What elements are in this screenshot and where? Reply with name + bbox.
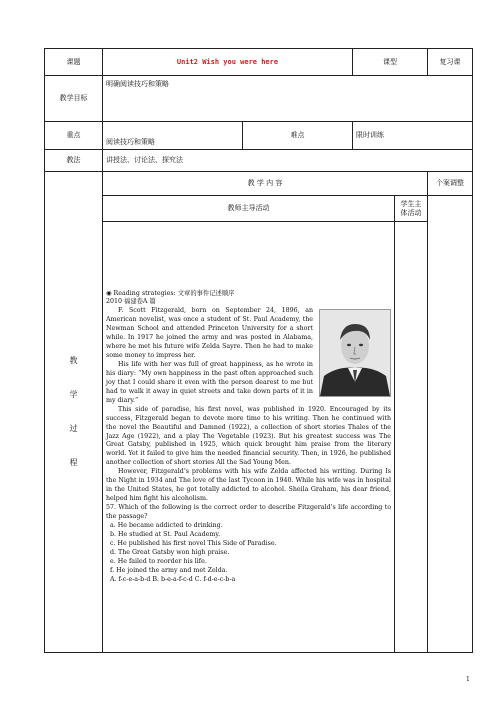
difficulty-value: 限时训练 xyxy=(353,122,473,150)
individual-adjust-cell xyxy=(428,196,473,653)
course-title: Unit2 Wish you were here xyxy=(103,49,353,76)
lesson-plan-table xyxy=(44,48,473,653)
reading-content xyxy=(103,222,395,653)
side-char: 程 xyxy=(69,458,78,467)
side-char: 学 xyxy=(69,390,78,399)
content-header: 教 学 内 容 xyxy=(103,172,428,196)
goal-label: 教学目标 xyxy=(45,76,103,122)
option-f: f. He joined the army and met Zelda. xyxy=(110,566,228,574)
difficulty-label: 难点 xyxy=(243,122,353,150)
key-value: 阅读技巧和策略 xyxy=(103,122,243,150)
process-side-label xyxy=(45,172,103,653)
individual-adjust-header: 个案调整 xyxy=(428,172,473,196)
method-label: 教法 xyxy=(45,150,103,172)
type-label: 课型 xyxy=(353,49,428,76)
option-d: d. The Great Gatsby won high praise. xyxy=(110,548,230,556)
course-label: 课题 xyxy=(45,49,103,76)
option-e: e. He failed to reorder his life. xyxy=(110,557,207,565)
answer-choices: A. f-c-e-a-b-d B. b-e-a-f-c-d C. f-d-e-c-b-a xyxy=(110,575,236,583)
side-char: 过 xyxy=(69,424,78,433)
method-value: 讲授法、讨论法、探究法 xyxy=(103,150,473,172)
type-value: 复习课 xyxy=(428,49,473,76)
key-label: 重点 xyxy=(45,122,103,150)
student-activity-cell xyxy=(395,222,428,653)
option-b: b. He studied at St. Paul Academy. xyxy=(110,530,221,538)
fitzgerald-portrait xyxy=(319,309,391,397)
paragraph-2: His life with her was full of great happiness, as he wrote in his diary: “My own happiness in the past often approached such joy that I could share it even with the person dearest to me but had to walk it away in quiet streets and take down parts of it in my diary.” xyxy=(106,361,313,404)
portrait-image xyxy=(320,310,390,396)
option-c: c. He published his first novel This Side of Paradise. xyxy=(110,539,277,547)
side-char: 教 xyxy=(69,356,78,365)
question-57: 57. Which of the following is the correct order to describe Fitzgerald’s life according to the passage? xyxy=(106,504,391,520)
paragraph-1: F. Scott Fitzgerald, born on September 24, 1896, an American novelist, was once a student of St. Paul Academy, the Newman School and attended Princeton University for a short while. In 1917 he joined the army and was posted in Alabama, where he met his future wife Zelda Sayre. Then he had to make some money to impress her. xyxy=(106,307,313,360)
page-number: 1 xyxy=(466,676,470,683)
option-a: a. He became addicted to drinking. xyxy=(110,521,223,529)
paragraph-4: However, Fitzgerald’s problems with his wife Zelda affected his writing. During Is the Night in 1934 and The love of the last Tycoon in 1940. While his wife was in hospital in the United States, he got totally addicted to alcohol. Sheila Graham, his dear friend, helped him fight his alcoholism. xyxy=(106,468,391,503)
paragraph-3: This side of paradise, his first novel, was published in 1920. Encouraged by its success, Fitzgerald began to devote more time to his writing. Then he continued with the novel the Beautiful and Damned (1922), a collection of short stories Thales of the Jazz Age (1922), and a play The Vegetable (1923). But his greatest success was The Great Gatsby, published in 1925, which quick brought him praise from the literary world. Yet it failed to give him the needed financial security. Then, in 1926, he published another collection of short stories All the Sad Young Men. xyxy=(106,405,391,467)
student-activity-header: 学生主体活动 xyxy=(395,196,428,222)
reading-strategy: ◉ Reading strategies: 文章的事件记述顺序 xyxy=(106,289,235,297)
goal-value: 明确阅读技巧和策略 xyxy=(103,76,473,122)
teacher-activity-header: 教师主导活动 xyxy=(103,196,395,222)
reading-source: 2010 福建卷A 篇 xyxy=(106,298,156,306)
